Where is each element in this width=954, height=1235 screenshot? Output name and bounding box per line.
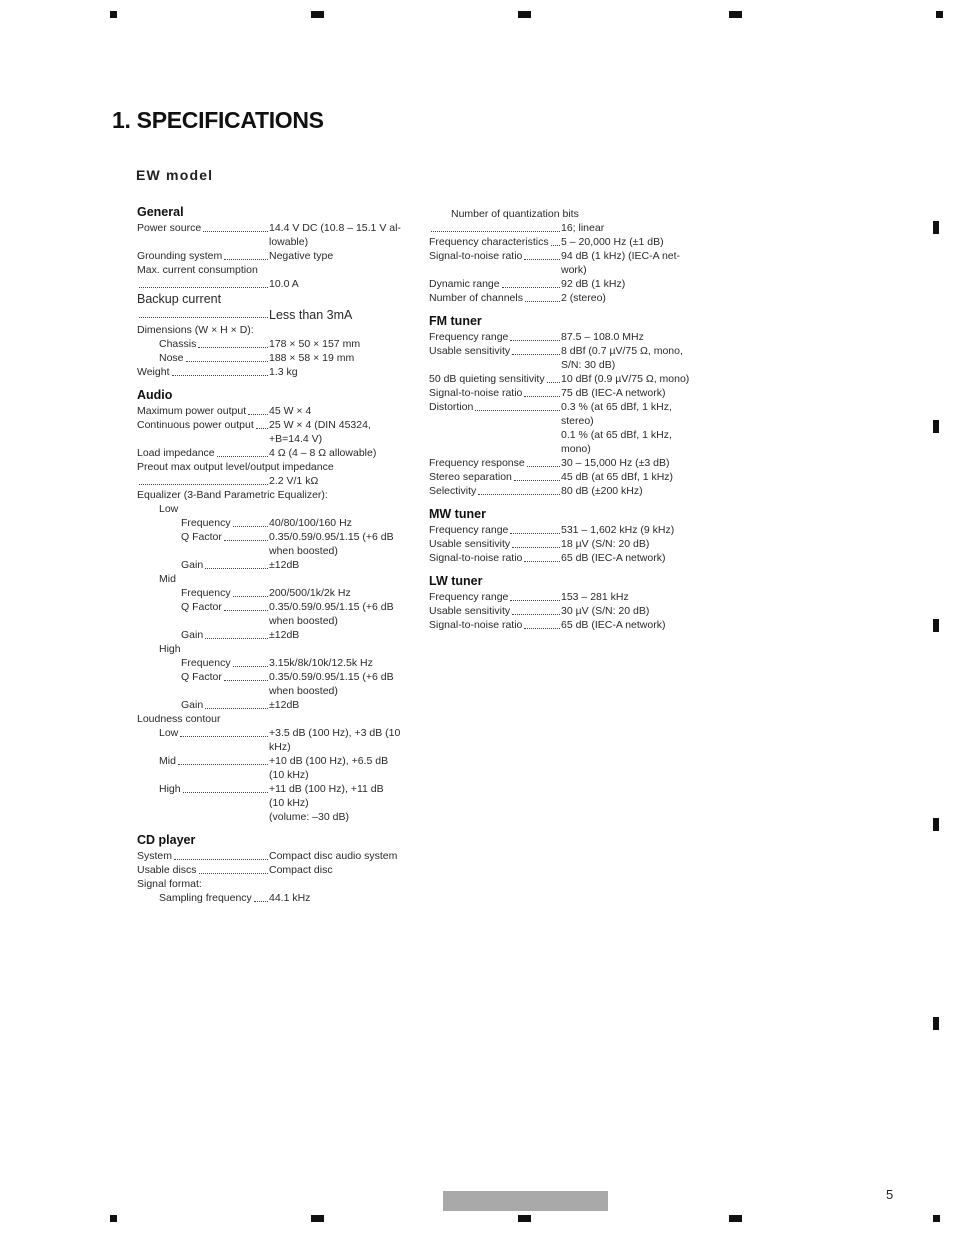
spec-value: 0.35/0.59/0.95/1.15 (+6 dB when boosted) [269, 601, 394, 627]
spec-label-group [137, 404, 269, 418]
spec-value: 40/80/100/160 Hz [269, 517, 352, 529]
registration-mark [933, 1215, 940, 1222]
spec-label-group [159, 754, 269, 768]
spec-row-signal-to-noise-ratio [429, 249, 719, 277]
spec-row-distortion [429, 400, 719, 456]
spec-label-group [181, 530, 269, 544]
spec-row-signal-to-noise-ratio [429, 551, 719, 565]
spec-label-group [159, 351, 269, 365]
spec-row-power-source [137, 221, 427, 249]
dot-leader [139, 474, 268, 485]
dot-leader [248, 404, 268, 415]
spec-label-group [137, 277, 269, 288]
spec-row-frequency-range [429, 330, 719, 344]
spec-value: 92 dB (1 kHz) [561, 278, 626, 290]
spec-label: Frequency [181, 657, 231, 669]
spec-label: Usable discs [137, 864, 197, 876]
spec-row-gain [137, 698, 427, 712]
spec-value: Compact disc [269, 864, 333, 876]
spec-label: Dynamic range [429, 278, 500, 290]
section-heading: General [137, 205, 184, 219]
section-heading: LW tuner [429, 574, 483, 588]
spec-label-group [429, 386, 561, 400]
spec-label-group [181, 586, 269, 600]
dot-leader [510, 330, 560, 341]
registration-mark [518, 11, 531, 18]
registration-mark [933, 1017, 939, 1030]
spec-row-load-impedance [137, 446, 427, 460]
spec-label: Frequency range [429, 524, 509, 536]
dot-leader [224, 600, 268, 611]
spec-label: Signal-to-noise ratio [429, 387, 523, 399]
spec-label: Q Factor [181, 601, 222, 613]
spec-label: Low [159, 503, 179, 515]
spec-label: Selectivity [429, 485, 477, 497]
spec-label: Gain [181, 559, 204, 571]
registration-mark [933, 619, 939, 632]
spec-label: Q Factor [181, 671, 222, 683]
spec-row-usable-sensitivity [429, 604, 719, 618]
spec-label-group [429, 618, 561, 632]
spec-label: Low [159, 727, 179, 739]
dot-leader [180, 726, 268, 737]
spec-value: 8 dBf (0.7 µV/75 Ω, mono, S/N: 30 dB) [561, 345, 683, 371]
spec-value: Compact disc audio system [269, 850, 398, 862]
spec-value: 18 µV (S/N: 20 dB) [561, 538, 650, 550]
spec-label-group [429, 344, 561, 358]
spec-value: Less than 3mA [269, 308, 353, 322]
spec-value: 80 dB (±200 kHz) [561, 485, 643, 497]
dot-leader [512, 537, 560, 548]
spec-row-gain [137, 628, 427, 642]
spec-label: Chassis [159, 338, 197, 350]
spec-label-group [137, 249, 269, 263]
dot-leader [524, 551, 560, 562]
section-heading: MW tuner [429, 507, 486, 521]
spec-section-general [137, 204, 427, 379]
spec-label-group [429, 523, 561, 537]
spec-column-right [429, 207, 719, 632]
spec-label-group [181, 656, 269, 670]
spec-label: Signal-to-noise ratio [429, 250, 523, 262]
spec-row-continuous-power-output [137, 418, 427, 446]
spec-label: Signal-to-noise ratio [429, 552, 523, 564]
spec-label: Sampling frequency [159, 892, 252, 904]
spec-label-group [181, 628, 269, 642]
spec-section-audio [137, 387, 427, 824]
spec-label-group [429, 249, 561, 263]
spec-label: Frequency response [429, 457, 525, 469]
spec-row-dynamic-range [429, 277, 719, 291]
spec-value: 10 dBf (0.9 µV/75 Ω, mono) [561, 373, 690, 385]
spec-label: Load impedance [137, 447, 215, 459]
spec-value: 65 dB (IEC-A network) [561, 552, 666, 564]
spec-label: 50 dB quieting sensitivity [429, 373, 545, 385]
spec-label-group [429, 277, 561, 291]
spec-row-stereo-separation [429, 470, 719, 484]
spec-label: Max. current consumption [137, 264, 258, 276]
spec-value: 2 (stereo) [561, 292, 606, 304]
spec-value: ±12dB [269, 629, 300, 641]
spec-label: Frequency characteristics [429, 236, 549, 248]
registration-mark [729, 11, 742, 18]
registration-mark [311, 11, 324, 18]
spec-label: System [137, 850, 173, 862]
spec-value: 44.1 kHz [269, 892, 311, 904]
spec-label: Power source [137, 222, 202, 234]
dot-leader [551, 235, 560, 246]
spec-value: 5 – 20,000 Hz (±1 dB) [561, 236, 664, 248]
spec-label: High [159, 783, 181, 795]
page-number: 5 [886, 1187, 894, 1202]
dot-leader [475, 400, 560, 411]
spec-label-group [429, 590, 561, 604]
spec-row-mid [137, 754, 427, 782]
dot-leader [502, 277, 560, 288]
spec-value: 188 × 58 × 19 mm [269, 352, 355, 364]
spec-label: Q Factor [181, 531, 222, 543]
spec-value: 4 Ω (4 – 8 Ω allowable) [269, 447, 377, 459]
spec-label: Signal-to-noise ratio [429, 619, 523, 631]
spec-label-group [137, 849, 269, 863]
spec-label-group [429, 330, 561, 344]
spec-row-number-of-quantization-bits [429, 207, 719, 221]
spec-row-16-linear [429, 221, 719, 235]
spec-label: Dimensions (W × H × D): [137, 324, 254, 336]
spec-label: Equalizer (3-Band Parametric Equalizer): [137, 489, 328, 501]
spec-value: 531 – 1,602 kHz (9 kHz) [561, 524, 675, 536]
spec-value: 45 dB (at 65 dBf, 1 kHz) [561, 471, 674, 483]
spec-label: Continuous power output [137, 419, 254, 431]
spec-row-frequency-characteristics [429, 235, 719, 249]
spec-value: 87.5 – 108.0 MHz [561, 331, 644, 343]
spec-row-chassis [137, 337, 427, 351]
spec-row-frequency [137, 586, 427, 600]
dot-leader [478, 484, 560, 495]
dot-leader [186, 351, 268, 362]
spec-label-group [137, 418, 269, 432]
dot-leader [205, 698, 268, 709]
dot-leader [217, 446, 268, 457]
spec-row-frequency-response [429, 456, 719, 470]
spec-row-mid [137, 572, 427, 586]
spec-label: Preout max output level/output impedance [137, 461, 334, 473]
dot-leader [183, 782, 268, 793]
registration-mark [110, 11, 117, 18]
spec-row-selectivity [429, 484, 719, 498]
registration-mark [518, 1215, 531, 1222]
dot-leader [205, 558, 268, 569]
dot-leader [233, 656, 268, 667]
dot-leader [254, 891, 268, 902]
spec-label: Distortion [429, 401, 474, 413]
dot-leader [525, 291, 560, 302]
spec-label-group [429, 604, 561, 618]
spec-value: +10 dB (100 Hz), +6.5 dB (10 kHz) [269, 755, 389, 781]
spec-label-group [181, 698, 269, 712]
spec-label: Nose [159, 352, 184, 364]
dot-leader [205, 628, 268, 639]
spec-label: Number of quantization bits [451, 208, 579, 220]
spec-value: +11 dB (100 Hz), +11 dB (10 kHz) (volume: –30 dB) [269, 783, 384, 823]
spec-row-equalizer-3-band-parametric-equalizer [137, 488, 427, 502]
dot-leader [198, 337, 268, 348]
dot-leader [203, 221, 268, 232]
spec-row-q-factor [137, 530, 427, 558]
dot-leader [547, 372, 560, 383]
spec-value: 0.35/0.59/0.95/1.15 (+6 dB when boosted) [269, 531, 394, 557]
registration-mark [311, 1215, 324, 1222]
spec-value: 200/500/1k/2k Hz [269, 587, 351, 599]
spec-label-group [429, 291, 561, 305]
spec-row-signal-to-noise-ratio [429, 386, 719, 400]
dot-leader [256, 418, 268, 429]
spec-row-system [137, 849, 427, 863]
spec-label-group [429, 484, 561, 498]
spec-label-group [137, 863, 269, 877]
dot-leader [224, 530, 268, 541]
section-heading: FM tuner [429, 314, 482, 328]
spec-label-group [181, 600, 269, 614]
spec-value: 16; linear [561, 222, 605, 234]
spec-label-group [137, 221, 269, 235]
spec-label-group [429, 537, 561, 551]
spec-row-q-factor [137, 670, 427, 698]
model-title: EW model [136, 167, 214, 183]
spec-row-usable-sensitivity [429, 537, 719, 551]
spec-row-weight [137, 365, 427, 379]
dot-leader [510, 590, 560, 601]
dot-leader [512, 604, 560, 615]
spec-label: Backup current [137, 292, 222, 306]
spec-value: +3.5 dB (100 Hz), +3 dB (10 kHz) [269, 727, 401, 753]
spec-label-group [181, 558, 269, 572]
spec-section-fm-tuner [429, 313, 719, 498]
spec-label: Mid [159, 755, 176, 767]
dot-leader [514, 470, 560, 481]
spec-label-group [137, 474, 269, 485]
spec-value: ±12dB [269, 559, 300, 571]
spec-label-group [159, 782, 269, 796]
dot-leader [139, 277, 268, 288]
spec-value: 0.3 % (at 65 dBf, 1 kHz, stereo) 0.1 % (at 65 dBf, 1 kHz, mono) [561, 401, 672, 455]
registration-mark [933, 420, 939, 433]
spec-row-dimensions-w-h-d [137, 323, 427, 337]
spec-value: 153 – 281 kHz [561, 591, 629, 603]
spec-value: 30 – 15,000 Hz (±3 dB) [561, 457, 670, 469]
registration-mark [729, 1215, 742, 1222]
spec-section-continued [429, 207, 719, 305]
spec-label-group [429, 551, 561, 565]
spec-value: ±12dB [269, 699, 300, 711]
spec-row-preout-max-output-level-output-impedance [137, 460, 427, 474]
spec-value: 10.0 A [269, 278, 299, 290]
spec-label: Number of channels [429, 292, 523, 304]
spec-label-group [429, 470, 561, 484]
dot-leader [233, 586, 268, 597]
spec-row-signal-format [137, 877, 427, 891]
spec-label: High [159, 643, 181, 655]
spec-row-number-of-channels [429, 291, 719, 305]
spec-value: 14.4 V DC (10.8 – 15.1 V al- lowable) [269, 222, 401, 248]
spec-label: Loudness contour [137, 713, 221, 725]
spec-label: Frequency range [429, 591, 509, 603]
dot-leader [199, 863, 268, 874]
spec-value: Negative type [269, 250, 334, 262]
spec-row-50-db-quieting-sensitivity [429, 372, 719, 386]
spec-row-low [137, 726, 427, 754]
spec-label-group [181, 670, 269, 684]
spec-label-group [137, 446, 269, 460]
spec-label-group [429, 372, 561, 386]
spec-row-maximum-power-output [137, 404, 427, 418]
spec-value: 45 W × 4 [269, 405, 312, 417]
spec-label-group [429, 456, 561, 470]
spec-row-sampling-frequency [137, 891, 427, 905]
dot-leader [139, 307, 268, 318]
spec-label: Gain [181, 699, 204, 711]
spec-label: Grounding system [137, 250, 223, 262]
dot-leader [172, 365, 269, 376]
spec-row-10-0-a [137, 277, 427, 291]
spec-label: Usable sensitivity [429, 605, 511, 617]
footer-bar [443, 1191, 608, 1211]
dot-leader [178, 754, 268, 765]
spec-value: 0.35/0.59/0.95/1.15 (+6 dB when boosted) [269, 671, 394, 697]
spec-row-frequency-range [429, 523, 719, 537]
spec-label-group [429, 235, 561, 249]
spec-label-group [429, 400, 561, 414]
registration-mark [110, 1215, 117, 1222]
spec-label: Frequency range [429, 331, 509, 343]
spec-row-frequency [137, 516, 427, 530]
dot-leader [524, 618, 560, 629]
spec-value: 75 dB (IEC-A network) [561, 387, 666, 399]
spec-label: Usable sensitivity [429, 345, 511, 357]
spec-section-mw-tuner [429, 506, 719, 565]
dot-leader [174, 849, 268, 860]
spec-row-high [137, 642, 427, 656]
spec-value: 25 W × 4 (DIN 45324, +B=14.4 V) [269, 419, 371, 445]
spec-value: 65 dB (IEC-A network) [561, 619, 666, 631]
dot-leader [524, 386, 560, 397]
dot-leader [510, 523, 560, 534]
spec-row-max-current-consumption [137, 263, 427, 277]
spec-label-group [159, 726, 269, 740]
spec-section-lw-tuner [429, 573, 719, 632]
spec-row-gain [137, 558, 427, 572]
spec-label-group [159, 891, 269, 905]
spec-value: 178 × 50 × 157 mm [269, 338, 361, 350]
spec-row-grounding-system [137, 249, 427, 263]
dot-leader [233, 516, 268, 527]
registration-mark [933, 818, 939, 831]
spec-row-signal-to-noise-ratio [429, 618, 719, 632]
spec-value: 30 µV (S/N: 20 dB) [561, 605, 650, 617]
spec-row-loudness-contour [137, 712, 427, 726]
spec-row-usable-discs [137, 863, 427, 877]
dot-leader [512, 344, 560, 355]
dot-leader [224, 249, 268, 260]
spec-label-group [137, 365, 269, 379]
spec-value: 2.2 V/1 kΩ [269, 475, 319, 487]
spec-label: Weight [137, 366, 170, 378]
spec-row-backup-current [137, 291, 427, 307]
spec-label: Frequency [181, 517, 231, 529]
spec-section-cd-player [137, 832, 427, 905]
spec-label-group [429, 221, 561, 232]
registration-mark [936, 11, 943, 18]
spec-value: 3.15k/8k/10k/12.5k Hz [269, 657, 373, 669]
spec-row-q-factor [137, 600, 427, 628]
spec-row-high [137, 782, 427, 824]
dot-leader [524, 249, 560, 260]
dot-leader [224, 670, 268, 681]
spec-row-frequency [137, 656, 427, 670]
spec-row-nose [137, 351, 427, 365]
spec-value: 1.3 kg [269, 366, 298, 378]
spec-label: Signal format: [137, 878, 202, 890]
dot-leader [527, 456, 560, 467]
spec-row-frequency-range [429, 590, 719, 604]
spec-label-group [159, 337, 269, 351]
spec-label-group [181, 516, 269, 530]
spec-label-group [137, 307, 269, 318]
page-title: 1. SPECIFICATIONS [112, 107, 324, 133]
spec-label: Frequency [181, 587, 231, 599]
spec-row-less-than-3ma [137, 307, 427, 323]
spec-column-left [137, 204, 427, 905]
spec-row-usable-sensitivity [429, 344, 719, 372]
spec-label: Gain [181, 629, 204, 641]
spec-row-2-2-v-1-k [137, 474, 427, 488]
spec-label: Usable sensitivity [429, 538, 511, 550]
spec-row-low [137, 502, 427, 516]
spec-value: 94 dB (1 kHz) (IEC-A net- work) [561, 250, 681, 276]
section-heading: Audio [137, 388, 173, 402]
dot-leader [431, 221, 560, 232]
spec-label: Mid [159, 573, 176, 585]
spec-label: Stereo separation [429, 471, 512, 483]
registration-mark [933, 221, 939, 234]
section-heading: CD player [137, 833, 196, 847]
spec-label: Maximum power output [137, 405, 247, 417]
